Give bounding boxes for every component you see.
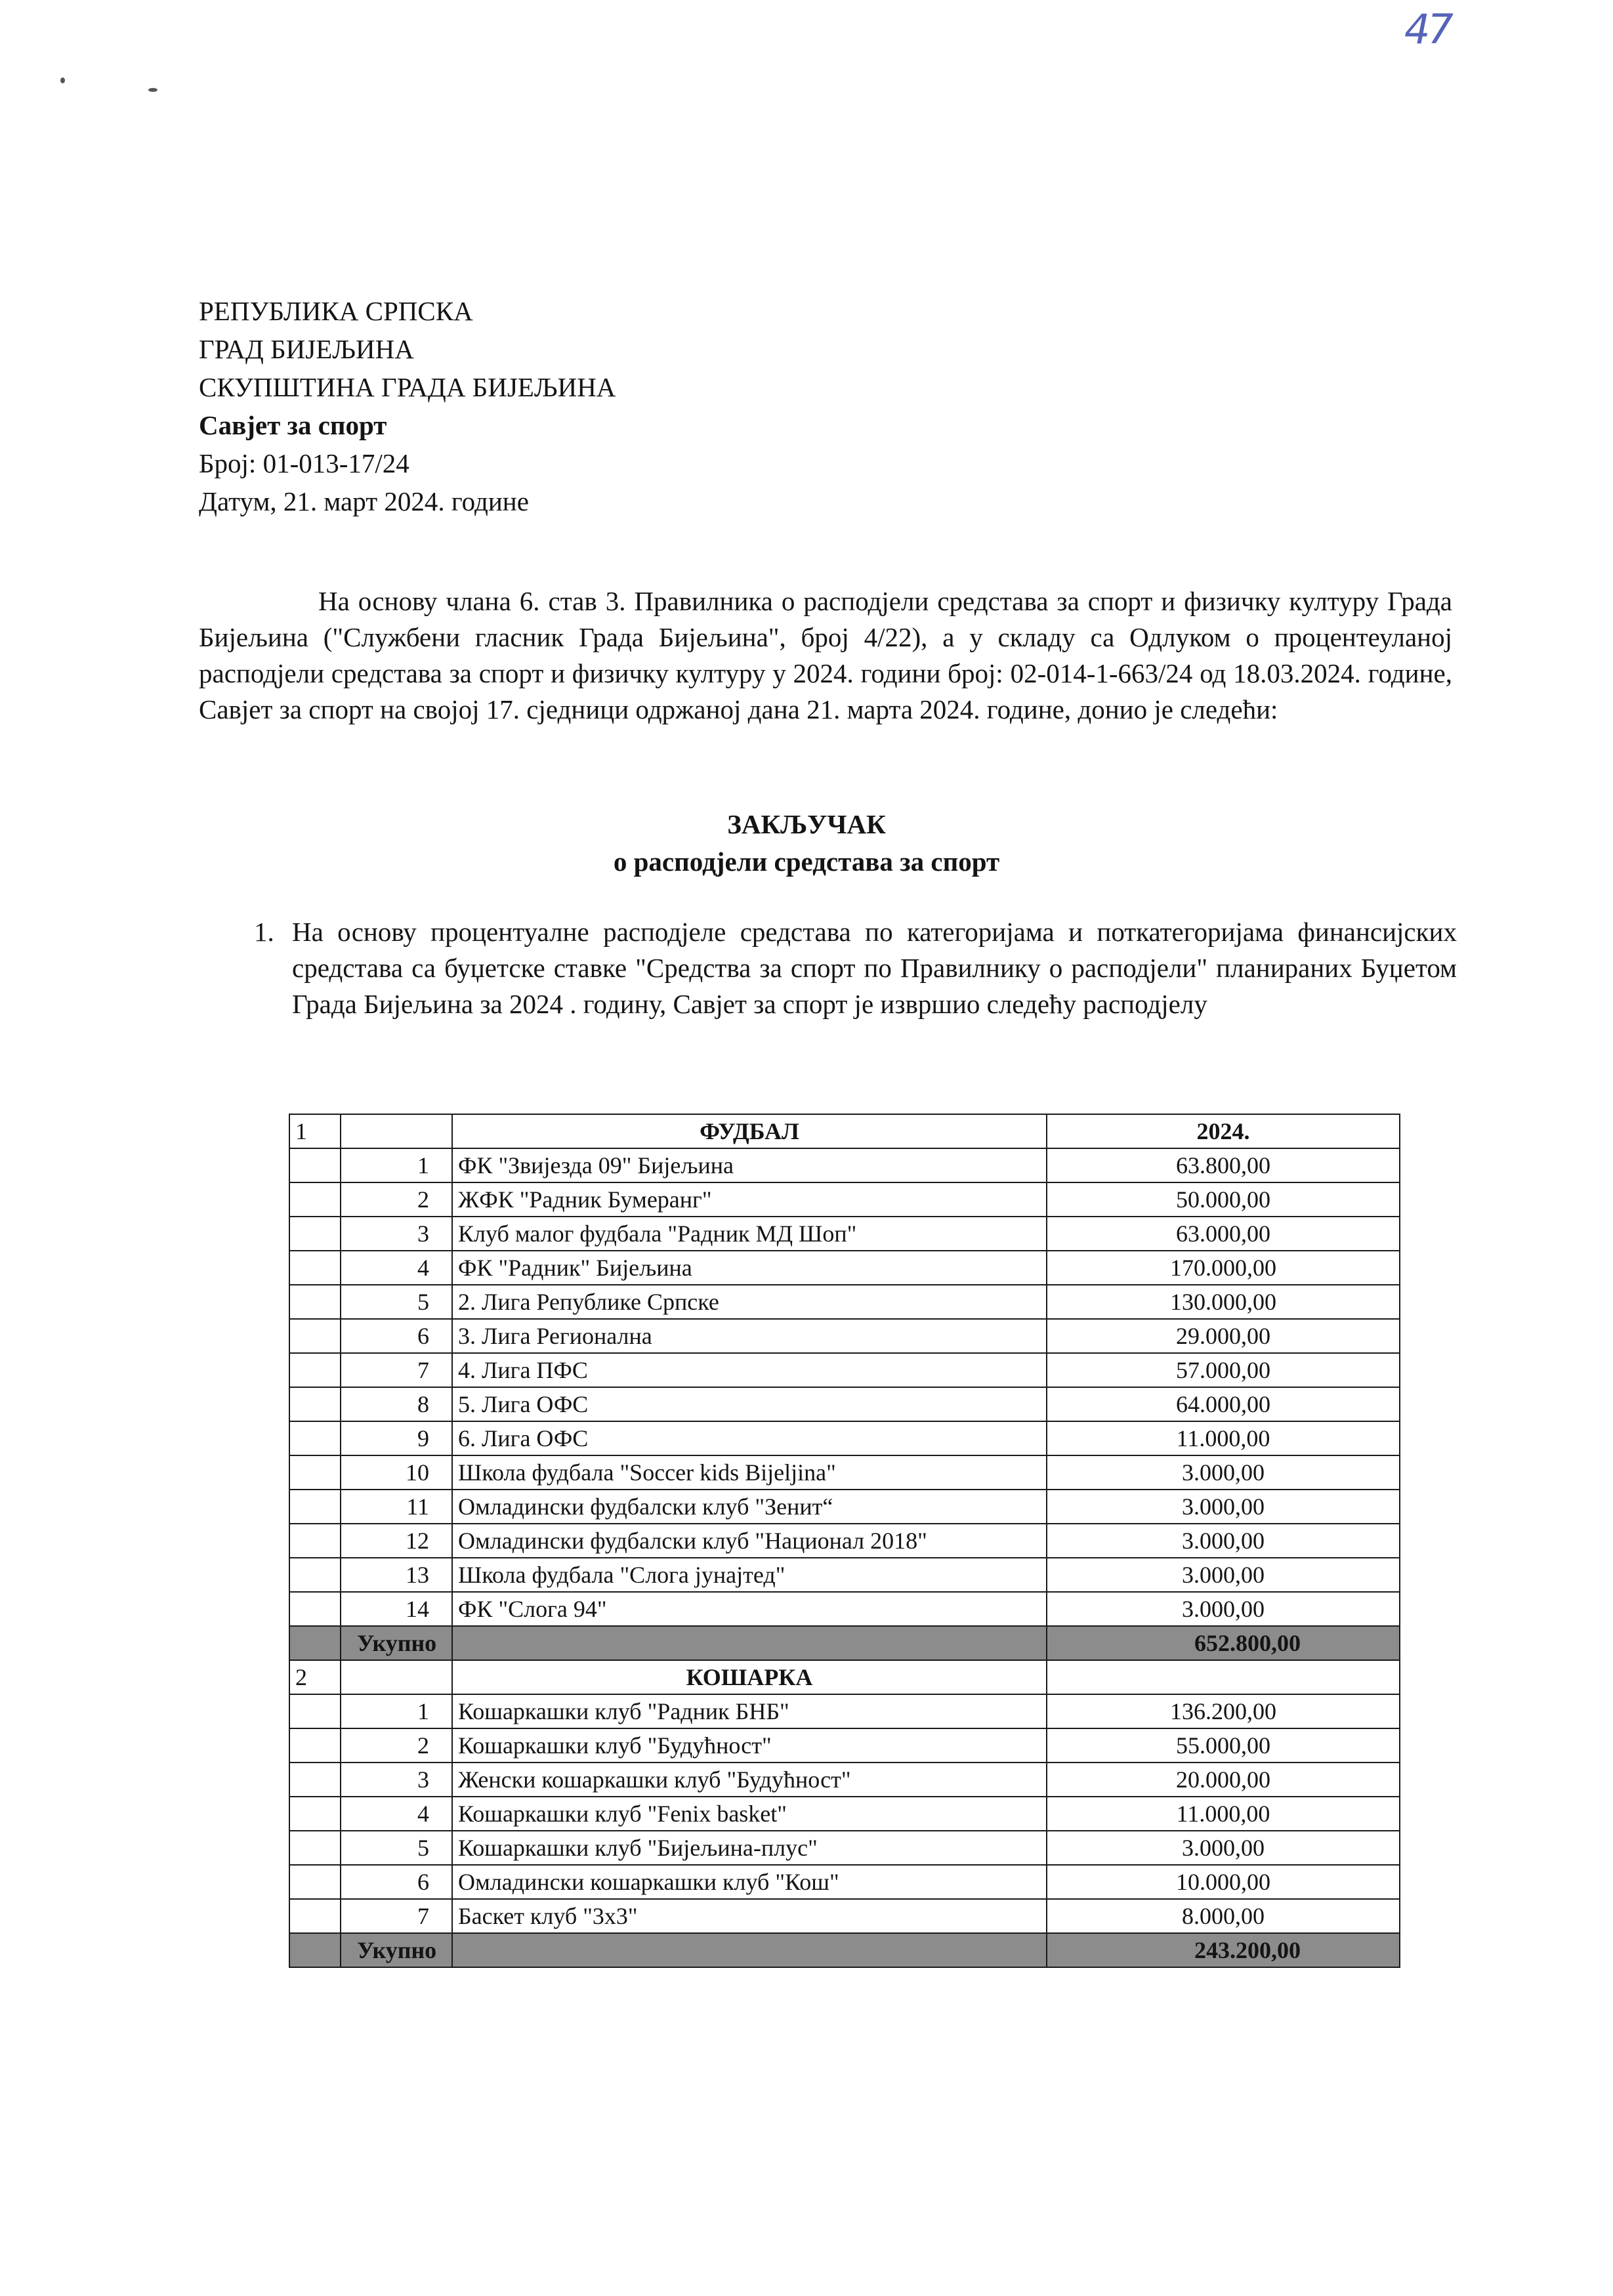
row-number: 5 bbox=[341, 1285, 452, 1319]
document-header bbox=[199, 292, 616, 520]
empty-cell bbox=[289, 1421, 341, 1455]
amount: 3.000,00 bbox=[1047, 1831, 1400, 1865]
item-number: 1. bbox=[254, 917, 274, 947]
empty-cell bbox=[289, 1387, 341, 1421]
amount: 55.000,00 bbox=[1047, 1728, 1400, 1763]
table-row bbox=[289, 1728, 1400, 1763]
table-row bbox=[289, 1592, 1400, 1626]
table-row bbox=[289, 1490, 1400, 1524]
amount: 3.000,00 bbox=[1047, 1490, 1400, 1524]
row-number: 6 bbox=[341, 1319, 452, 1353]
allocation-table-body bbox=[289, 1114, 1400, 1967]
row-number: 7 bbox=[341, 1899, 452, 1933]
club-name: 3. Лига Регионална bbox=[452, 1319, 1047, 1353]
empty-cell bbox=[341, 1660, 452, 1694]
row-number: 3 bbox=[341, 1763, 452, 1797]
empty-cell bbox=[289, 1626, 341, 1660]
total-amount: 652.800,00 bbox=[1047, 1626, 1400, 1660]
empty-cell bbox=[289, 1558, 341, 1592]
table-row bbox=[289, 1558, 1400, 1592]
empty-cell bbox=[289, 1831, 341, 1865]
amount: 136.200,00 bbox=[1047, 1694, 1400, 1728]
year-header: 2024. bbox=[1047, 1114, 1400, 1148]
amount: 3.000,00 bbox=[1047, 1524, 1400, 1558]
amount: 8.000,00 bbox=[1047, 1899, 1400, 1933]
row-number: 13 bbox=[341, 1558, 452, 1592]
item-text: На основу процентуалне расподјеле средстава по категоријама и поткатегоријама финансијских средстава са буџетске ставке "Средства за спорт по Правилнику о расподјели" планираних Буџетом Града Бијељина за 2024 . годину, Савјет за спорт је извршио следећу расподјелу bbox=[292, 917, 1457, 1019]
category-header-row bbox=[289, 1114, 1400, 1148]
intro-paragraph: На основу члана 6. став 3. Правилника о расподјели средстава за спорт и физичку културу Града Бијељина ("Службени гласник Града Бијељина", број 4/22), а у складу са Одлуком о процентеуланој расподјели средстава за спорт и физичку културу у 2024. години број: 02-014-1-663/24 од 18.03.2024. године, Савјет за спорт на својој 17. сједници одржаној дана 21. марта 2024. године, донио је следећи: bbox=[199, 586, 1452, 724]
empty-cell bbox=[289, 1217, 341, 1251]
empty-cell bbox=[289, 1763, 341, 1797]
header-number: Број: 01-013-17/24 bbox=[199, 448, 409, 478]
table-row bbox=[289, 1387, 1400, 1421]
amount: 10.000,00 bbox=[1047, 1865, 1400, 1899]
empty-cell bbox=[289, 1592, 341, 1626]
amount: 170.000,00 bbox=[1047, 1251, 1400, 1285]
total-label: Укупно bbox=[341, 1933, 452, 1967]
empty-cell bbox=[289, 1455, 341, 1490]
row-number: 3 bbox=[341, 1217, 452, 1251]
empty-cell bbox=[341, 1114, 452, 1148]
table-row bbox=[289, 1694, 1400, 1728]
empty-cell bbox=[289, 1285, 341, 1319]
club-name: Школа фудбала "Soccer kids Bijeljina" bbox=[452, 1455, 1047, 1490]
scan-speck bbox=[60, 77, 65, 83]
table-row bbox=[289, 1285, 1400, 1319]
row-number: 4 bbox=[341, 1251, 452, 1285]
table-row bbox=[289, 1831, 1400, 1865]
amount: 130.000,00 bbox=[1047, 1285, 1400, 1319]
table-row bbox=[289, 1217, 1400, 1251]
empty-cell bbox=[289, 1148, 341, 1182]
row-number: 8 bbox=[341, 1387, 452, 1421]
header-council: Савјет за спорт bbox=[199, 410, 387, 440]
club-name: Омладински фудбалски клуб "Национал 2018" bbox=[452, 1524, 1047, 1558]
club-name: Омладински фудбалски клуб "Зенит“ bbox=[452, 1490, 1047, 1524]
row-number: 5 bbox=[341, 1831, 452, 1865]
empty-cell bbox=[289, 1524, 341, 1558]
total-amount: 243.200,00 bbox=[1047, 1933, 1400, 1967]
amount: 11.000,00 bbox=[1047, 1421, 1400, 1455]
row-number: 7 bbox=[341, 1353, 452, 1387]
table-row bbox=[289, 1319, 1400, 1353]
empty-cell bbox=[289, 1865, 341, 1899]
club-name: 5. Лига ОФС bbox=[452, 1387, 1047, 1421]
page-number: 47 bbox=[1404, 5, 1451, 53]
empty-cell bbox=[289, 1182, 341, 1217]
empty-cell bbox=[452, 1626, 1047, 1660]
row-number: 9 bbox=[341, 1421, 452, 1455]
amount: 57.000,00 bbox=[1047, 1353, 1400, 1387]
category-name: ФУДБАЛ bbox=[452, 1114, 1047, 1148]
club-name: ФК "Звијезда 09" Бијељина bbox=[452, 1148, 1047, 1182]
table-row bbox=[289, 1251, 1400, 1285]
club-name: Школа фудбала "Слога јунајтед" bbox=[452, 1558, 1047, 1592]
club-name: ФК "Радник" Бијељина bbox=[452, 1251, 1047, 1285]
table-row bbox=[289, 1182, 1400, 1217]
amount: 29.000,00 bbox=[1047, 1319, 1400, 1353]
amount: 50.000,00 bbox=[1047, 1182, 1400, 1217]
table-row bbox=[289, 1899, 1400, 1933]
table-row bbox=[289, 1524, 1400, 1558]
allocation-table bbox=[289, 1114, 1400, 1968]
year-header bbox=[1047, 1660, 1400, 1694]
amount: 20.000,00 bbox=[1047, 1763, 1400, 1797]
amount: 64.000,00 bbox=[1047, 1387, 1400, 1421]
row-number: 2 bbox=[341, 1728, 452, 1763]
empty-cell bbox=[289, 1490, 341, 1524]
header-republic: РЕПУБЛИКА СРПСКА bbox=[199, 296, 473, 326]
empty-cell bbox=[289, 1319, 341, 1353]
club-name: Омладински кошаркашки клуб "Кош" bbox=[452, 1865, 1047, 1899]
category-name: КОШАРКА bbox=[452, 1660, 1047, 1694]
table-row bbox=[289, 1455, 1400, 1490]
header-assembly: СКУПШТИНА ГРАДА БИЈЕЉИНА bbox=[199, 372, 616, 402]
club-name: ФК "Слога 94" bbox=[452, 1592, 1047, 1626]
row-number: 12 bbox=[341, 1524, 452, 1558]
empty-cell bbox=[289, 1353, 341, 1387]
document-title: ЗАКЉУЧАК bbox=[727, 809, 886, 839]
club-name: Кошаркашки клуб "Бијељина-плус" bbox=[452, 1831, 1047, 1865]
empty-cell bbox=[289, 1899, 341, 1933]
category-number: 2 bbox=[289, 1660, 341, 1694]
empty-cell bbox=[289, 1728, 341, 1763]
header-date: Датум, 21. март 2024. године bbox=[199, 486, 529, 516]
club-name: 4. Лига ПФС bbox=[452, 1353, 1047, 1387]
row-number: 14 bbox=[341, 1592, 452, 1626]
row-number: 10 bbox=[341, 1455, 452, 1490]
club-name: Клуб малог фудбала "Радник МД Шоп" bbox=[452, 1217, 1047, 1251]
empty-cell bbox=[289, 1933, 341, 1967]
row-number: 2 bbox=[341, 1182, 452, 1217]
category-header-row bbox=[289, 1660, 1400, 1694]
club-name: 6. Лига ОФС bbox=[452, 1421, 1047, 1455]
club-name: Баскет клуб "3x3" bbox=[452, 1899, 1047, 1933]
amount: 3.000,00 bbox=[1047, 1592, 1400, 1626]
row-number: 6 bbox=[341, 1865, 452, 1899]
row-number: 11 bbox=[341, 1490, 452, 1524]
amount: 63.800,00 bbox=[1047, 1148, 1400, 1182]
amount: 11.000,00 bbox=[1047, 1797, 1400, 1831]
header-city: ГРАД БИЈЕЉИНА bbox=[199, 334, 414, 364]
table-row bbox=[289, 1353, 1400, 1387]
empty-cell bbox=[289, 1797, 341, 1831]
document-subtitle: о расподјели средстава за спорт bbox=[613, 846, 1000, 877]
club-name: Кошаркашки клуб "Будућност" bbox=[452, 1728, 1047, 1763]
row-number: 4 bbox=[341, 1797, 452, 1831]
table-row bbox=[289, 1865, 1400, 1899]
amount: 3.000,00 bbox=[1047, 1455, 1400, 1490]
row-number: 1 bbox=[341, 1694, 452, 1728]
empty-cell bbox=[289, 1694, 341, 1728]
scan-speck bbox=[148, 88, 157, 92]
total-label: Укупно bbox=[341, 1626, 452, 1660]
table-row bbox=[289, 1148, 1400, 1182]
club-name: Женски кошаркашки клуб "Будућност" bbox=[452, 1763, 1047, 1797]
category-number: 1 bbox=[289, 1114, 341, 1148]
amount: 3.000,00 bbox=[1047, 1558, 1400, 1592]
total-row bbox=[289, 1933, 1400, 1967]
club-name: Кошаркашки клуб "Fenix basket" bbox=[452, 1797, 1047, 1831]
total-row bbox=[289, 1626, 1400, 1660]
club-name: 2. Лига Републике Српске bbox=[452, 1285, 1047, 1319]
table-row bbox=[289, 1763, 1400, 1797]
club-name: Кошаркашки клуб "Радник БНБ" bbox=[452, 1694, 1047, 1728]
row-number: 1 bbox=[341, 1148, 452, 1182]
empty-cell bbox=[289, 1251, 341, 1285]
amount: 63.000,00 bbox=[1047, 1217, 1400, 1251]
table-row bbox=[289, 1797, 1400, 1831]
club-name: ЖФК "Радник Бумеранг" bbox=[452, 1182, 1047, 1217]
empty-cell bbox=[452, 1933, 1047, 1967]
table-row bbox=[289, 1421, 1400, 1455]
